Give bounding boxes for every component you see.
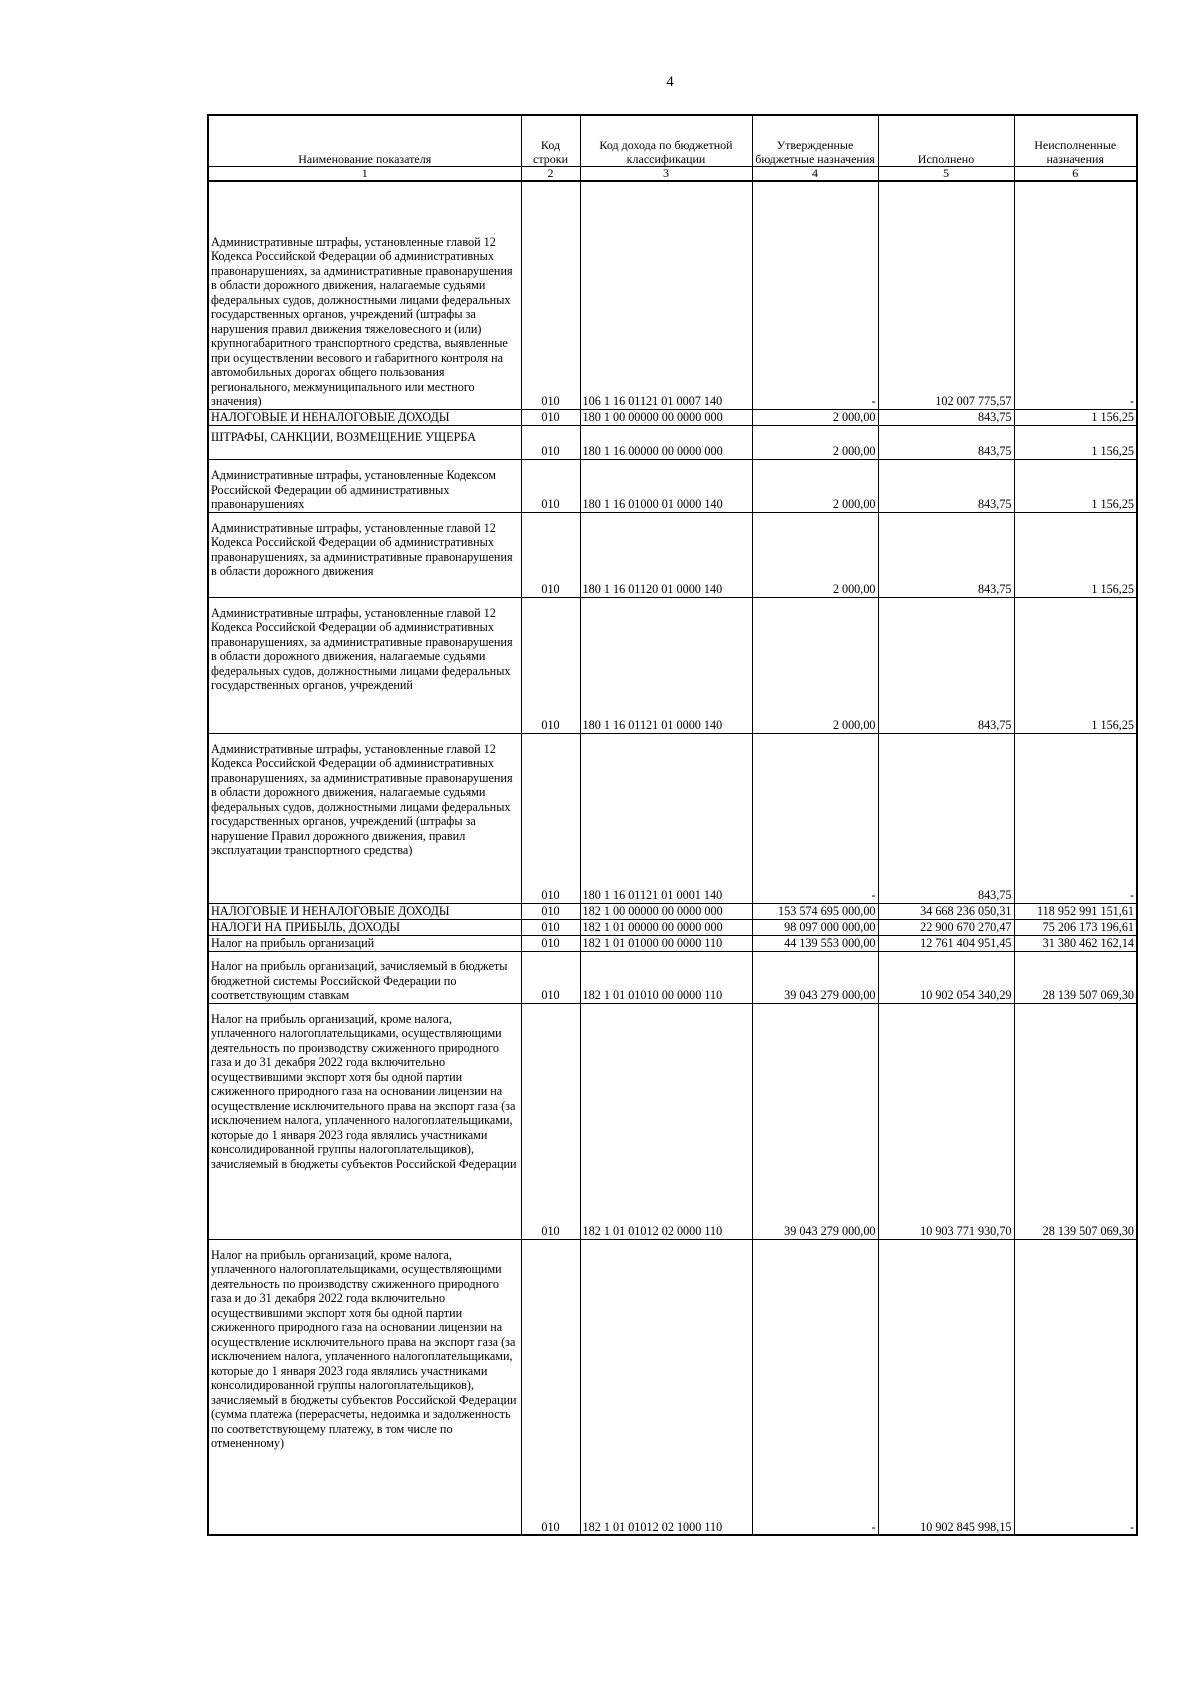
row-name: Административные штрафы, установленные Кодексом Российской Федерации об административных правонарушениях [208, 459, 521, 512]
row-executed: 102 007 775,57 [878, 181, 1014, 409]
row-code: 010 [521, 425, 580, 459]
row-name: ШТРАФЫ, САНКЦИИ, ВОЗМЕЩЕНИЕ УЩЕРБА [208, 425, 521, 459]
header-approved: Утвержденные бюджетные назначения [752, 115, 878, 167]
row-executed: 10 902 054 340,29 [878, 951, 1014, 1003]
row-approved: - [752, 181, 878, 409]
row-name: Налог на прибыль организаций [208, 935, 521, 951]
row-code: 010 [521, 919, 580, 935]
row-approved: 2 000,00 [752, 512, 878, 597]
row-unexecuted: - [1014, 1239, 1137, 1535]
row-kbk: 180 1 00 00000 00 0000 000 [580, 409, 752, 425]
row-name: Налог на прибыль организаций, зачисляемый в бюджеты бюджетной системы Российской Федерации по соответствующим ставкам [208, 951, 521, 1003]
row-approved: - [752, 1239, 878, 1535]
row-unexecuted: 1 156,25 [1014, 409, 1137, 425]
row-approved: 2 000,00 [752, 459, 878, 512]
row-unexecuted: 75 206 173 196,61 [1014, 919, 1137, 935]
row-kbk: 182 1 01 00000 00 0000 000 [580, 919, 752, 935]
row-kbk: 182 1 01 01010 00 0000 110 [580, 951, 752, 1003]
row-executed: 843,75 [878, 597, 1014, 733]
row-executed: 843,75 [878, 425, 1014, 459]
row-unexecuted: 1 156,25 [1014, 459, 1137, 512]
column-numbers-row [208, 167, 1137, 182]
row-kbk: 182 1 01 01000 00 0000 110 [580, 935, 752, 951]
row-approved: 44 139 553 000,00 [752, 935, 878, 951]
row-executed: 34 668 236 050,31 [878, 903, 1014, 919]
row-kbk: 180 1 16 01120 01 0000 140 [580, 512, 752, 597]
row-code: 010 [521, 1239, 580, 1535]
row-kbk: 182 1 00 00000 00 0000 000 [580, 903, 752, 919]
row-unexecuted: 118 952 991 151,61 [1014, 903, 1137, 919]
row-code: 010 [521, 733, 580, 903]
row-approved: 2 000,00 [752, 409, 878, 425]
header-indicator-name: Наименование показателя [208, 115, 521, 167]
row-code: 010 [521, 1003, 580, 1239]
row-name: НАЛОГОВЫЕ И НЕНАЛОГОВЫЕ ДОХОДЫ [208, 903, 521, 919]
row-approved: 2 000,00 [752, 425, 878, 459]
table-row [208, 1003, 1137, 1239]
row-executed: 12 761 404 951,45 [878, 935, 1014, 951]
column-number: 5 [878, 167, 1014, 182]
row-kbk: 180 1 16 01000 01 0000 140 [580, 459, 752, 512]
row-code: 010 [521, 903, 580, 919]
row-name: Административные штрафы, установленные главой 12 Кодекса Российской Федерации об административных правонарушениях, за административные правонарушения в области дорожного движения, налагаемые судьями федеральных судов, должностными лицами федеральных государственных органов, учреждений (штрафы за нарушение Правил дорожного движения, правил эксплуатации транспортного средства) [208, 733, 521, 903]
column-number: 2 [521, 167, 580, 182]
table-header-row [208, 115, 1137, 167]
row-kbk: 180 1 16 00000 00 0000 000 [580, 425, 752, 459]
header-budget-code: Код дохода по бюджетной классификации [580, 115, 752, 167]
table-row [208, 459, 1137, 512]
row-executed: 10 902 845 998,15 [878, 1239, 1014, 1535]
row-name: Административные штрафы, установленные главой 12 Кодекса Российской Федерации об административных правонарушениях, за административные правонарушения в области дорожного движения [208, 512, 521, 597]
row-unexecuted: - [1014, 733, 1137, 903]
row-unexecuted: 1 156,25 [1014, 425, 1137, 459]
row-unexecuted: 1 156,25 [1014, 512, 1137, 597]
row-approved: 39 043 279 000,00 [752, 951, 878, 1003]
revenue-table [207, 114, 1138, 1536]
row-code: 010 [521, 409, 580, 425]
row-unexecuted: 28 139 507 069,30 [1014, 951, 1137, 1003]
table-row [208, 733, 1137, 903]
row-approved: 39 043 279 000,00 [752, 1003, 878, 1239]
row-approved: 2 000,00 [752, 597, 878, 733]
row-kbk: 180 1 16 01121 01 0000 140 [580, 597, 752, 733]
row-kbk: 106 1 16 01121 01 0007 140 [580, 181, 752, 409]
row-unexecuted: 31 380 462 162,14 [1014, 935, 1137, 951]
row-executed: 843,75 [878, 409, 1014, 425]
row-name: НАЛОГИ НА ПРИБЫЛЬ, ДОХОДЫ [208, 919, 521, 935]
table-row [208, 1239, 1137, 1535]
column-number: 6 [1014, 167, 1137, 182]
row-executed: 10 903 771 930,70 [878, 1003, 1014, 1239]
table-row [208, 919, 1137, 935]
table-row [208, 951, 1137, 1003]
table-row [208, 935, 1137, 951]
header-line-code: Код строки [521, 115, 580, 167]
row-unexecuted: 1 156,25 [1014, 597, 1137, 733]
row-name: Административные штрафы, установленные главой 12 Кодекса Российской Федерации об административных правонарушениях, за административные правонарушения в области дорожного движения, налагаемые судьями федеральных судов, должностными лицами федеральных государственных органов, учреждений (штрафы за нарушения правил движения тяжеловесного и (или) крупногабаритного транспортного средства, выявленные при осуществлении весового и габаритного контроля на автомобильных дорогах общего пользования регионального, межмуниципального или местного значения) [208, 181, 521, 409]
row-kbk: 182 1 01 01012 02 1000 110 [580, 1239, 752, 1535]
row-code: 010 [521, 181, 580, 409]
table-row [208, 903, 1137, 919]
page-number: 4 [666, 74, 674, 90]
row-unexecuted: - [1014, 181, 1137, 409]
row-approved: - [752, 733, 878, 903]
row-executed: 22 900 670 270,47 [878, 919, 1014, 935]
row-name: Налог на прибыль организаций, кроме налога, уплаченного налогоплательщиками, осуществляющими деятельность по производству сжиженного природного газа и до 31 декабря 2022 года включительно осуществившими экспорт хотя бы одной партии сжиженного природного газа на основании лицензии на осуществление исключительного права на экспорт газа (за исключением налога, уплаченного налогоплательщиками, которые до 1 января 2023 года являлись участниками консолидированной группы налогоплательщиков), зачисляемый в бюджеты субъектов Российской Федерации [208, 1003, 521, 1239]
column-number: 3 [580, 167, 752, 182]
table-row [208, 512, 1137, 597]
table-row [208, 425, 1137, 459]
row-code: 010 [521, 597, 580, 733]
column-number: 4 [752, 167, 878, 182]
row-executed: 843,75 [878, 512, 1014, 597]
row-unexecuted: 28 139 507 069,30 [1014, 1003, 1137, 1239]
row-code: 010 [521, 935, 580, 951]
header-executed: Исполнено [878, 115, 1014, 167]
row-code: 010 [521, 459, 580, 512]
table-row [208, 181, 1137, 409]
row-approved: 153 574 695 000,00 [752, 903, 878, 919]
row-name: НАЛОГОВЫЕ И НЕНАЛОГОВЫЕ ДОХОДЫ [208, 409, 521, 425]
row-code: 010 [521, 512, 580, 597]
column-number: 1 [208, 167, 521, 182]
row-approved: 98 097 000 000,00 [752, 919, 878, 935]
row-name: Налог на прибыль организаций, кроме налога, уплаченного налогоплательщиками, осуществляющими деятельность по производству сжиженного природного газа и до 31 декабря 2022 года включительно осуществившими экспорт хотя бы одной партии сжиженного природного газа на основании лицензии на осуществление исключительного права на экспорт газа (за исключением налога, уплаченного налогоплательщиками, которые до 1 января 2023 года являлись участниками консолидированной группы налогоплательщиков), зачисляемый в бюджеты субъектов Российской Федерации (сумма платежа (перерасчеты, недоимка и задолженность по соответствующему платежу, в том числе по отмененному) [208, 1239, 521, 1535]
table-row [208, 409, 1137, 425]
row-executed: 843,75 [878, 459, 1014, 512]
row-name: Административные штрафы, установленные главой 12 Кодекса Российской Федерации об административных правонарушениях, за административные правонарушения в области дорожного движения, налагаемые судьями федеральных судов, должностными лицами федеральных государственных органов, учреждений [208, 597, 521, 733]
row-executed: 843,75 [878, 733, 1014, 903]
header-unexecuted: Неисполненные назначения [1014, 115, 1137, 167]
row-kbk: 180 1 16 01121 01 0001 140 [580, 733, 752, 903]
row-kbk: 182 1 01 01012 02 0000 110 [580, 1003, 752, 1239]
row-code: 010 [521, 951, 580, 1003]
table-row [208, 597, 1137, 733]
